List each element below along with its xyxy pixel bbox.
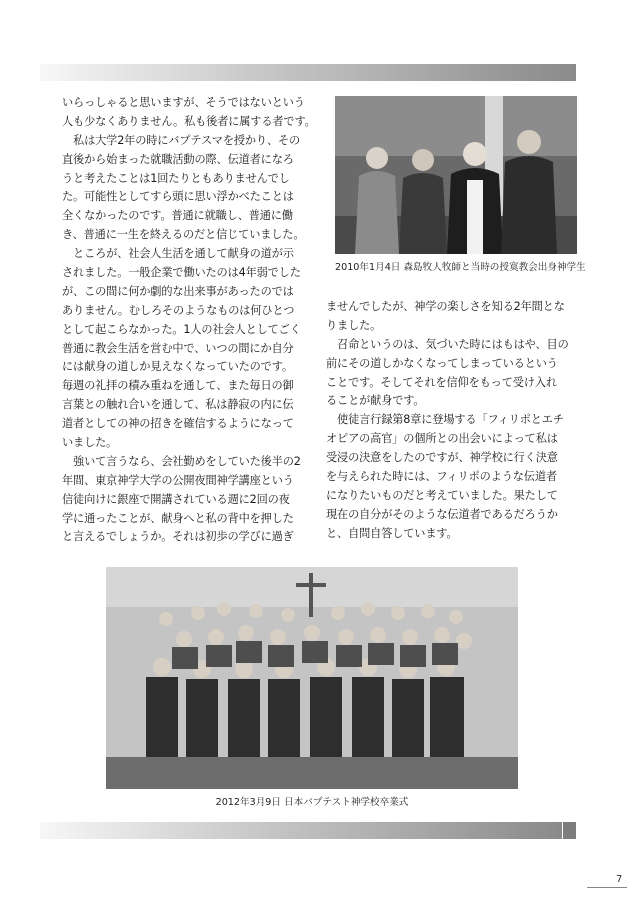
text-line: 年間、東京神学大学の公開夜間神学講座という (62, 473, 294, 487)
text-line: き、普通に一生を終えるのだと信じていました。 (62, 228, 305, 242)
right-text-column (326, 298, 569, 544)
top-photo-four-people (335, 96, 577, 254)
text-line: 私は大学2年の時にバプテスマを授かり、その (62, 133, 301, 147)
text-line: を与えられた時には、フィリポのような伝道者 (326, 470, 557, 484)
text-line: ことです。そしてそれを信仰をもって受け入れ (326, 375, 557, 389)
text-line: として起こらなかった。1人の社会人としてごく (62, 322, 301, 336)
top-photo-illustration (335, 96, 577, 254)
header-gradient-bar (40, 64, 576, 81)
text-line: 現在の自分がそのような伝道者であるだろうか (326, 507, 558, 521)
text-line: 全くなかったのです。普通に就職し、普通に働 (62, 209, 293, 223)
text-line: 人も少なくありません。私も後者に属する者です。 (62, 114, 316, 128)
text-line: ることが献身です。 (326, 394, 425, 408)
text-line: には献身の道しか見えなくなっていたのです。 (62, 360, 293, 374)
footer-gradient-bar (40, 822, 562, 839)
text-line: と言えるでしょうか。それは初歩の学びに過ぎ (62, 530, 294, 544)
text-line: 受浸の決意をしたのですが、神学校に行く決意 (326, 451, 558, 465)
text-line: になりたいものだと考えていました。果たして (326, 488, 558, 502)
bottom-photo-caption: 2012年3月9日 日本バプテスト神学校卒業式 (215, 797, 409, 808)
text-line: 学に通ったことが、献身へと私の背中を押した (62, 511, 294, 525)
page-number-rule (587, 887, 627, 888)
text-line: りました。 (326, 318, 382, 332)
text-line: 信徒向けに銀座で開講されている週に2回の夜 (62, 492, 290, 506)
text-line: 言葉との触れ合いを通して、私は静寂の内に伝 (62, 398, 294, 412)
text-line: ところが、社会人生活を通して献身の道が示 (62, 247, 294, 261)
text-line: 道者としての神の招きを確信するようになって (62, 417, 294, 431)
left-text-column (62, 94, 316, 547)
text-line: た。可能性としてすら頭に思い浮かべたことは (62, 190, 294, 204)
text-line: ませんでしたが、神学の楽しさを知る2年間とな (326, 300, 565, 313)
text-line: 直後から始まった就職活動の際、伝道者になろ (62, 152, 294, 166)
top-photo-caption: 2010年1月4日 森島牧人牧師と当時の授寞教会出身神学生 (335, 262, 586, 273)
text-line: オピアの高官」の個所との出会いによって私は (326, 432, 558, 446)
text-line: ありません。むしろそのようなものは何ひとつ (62, 303, 295, 317)
text-line: いらっしゃると思いますが、そうではないという (62, 96, 305, 109)
text-line: いました。 (62, 436, 118, 450)
text-line: 普通に教会生活を営む中で、いつの間にか自分 (62, 341, 294, 355)
bottom-group-photo (106, 567, 518, 789)
footer-bar-end-block (563, 822, 576, 839)
text-line: 毎週の礼拝の積み重ねを通して、また毎日の御 (62, 379, 294, 393)
text-line: が、この間に何か劇的な出来事があったのでは (62, 284, 294, 298)
text-line: 強いて言うなら、会社勤めをしていた後半の2 (62, 454, 301, 468)
text-line: 使徒言行録第8章に登場する「フィリポとエチ (326, 413, 564, 427)
bottom-photo-illustration (106, 567, 518, 789)
text-line: 前にその道しかなくなってしまっているという (326, 356, 558, 370)
text-line: 召命というのは、気づいた時にはもはや、目の (326, 337, 569, 351)
text-line: されました。一般企業で働いたのは4年弱でした (62, 266, 301, 280)
text-line: と、自問自答しています。 (326, 526, 458, 540)
text-line: うと考えたことは1回たりともありませんでし (62, 171, 290, 185)
page-number: 7 (616, 874, 623, 885)
